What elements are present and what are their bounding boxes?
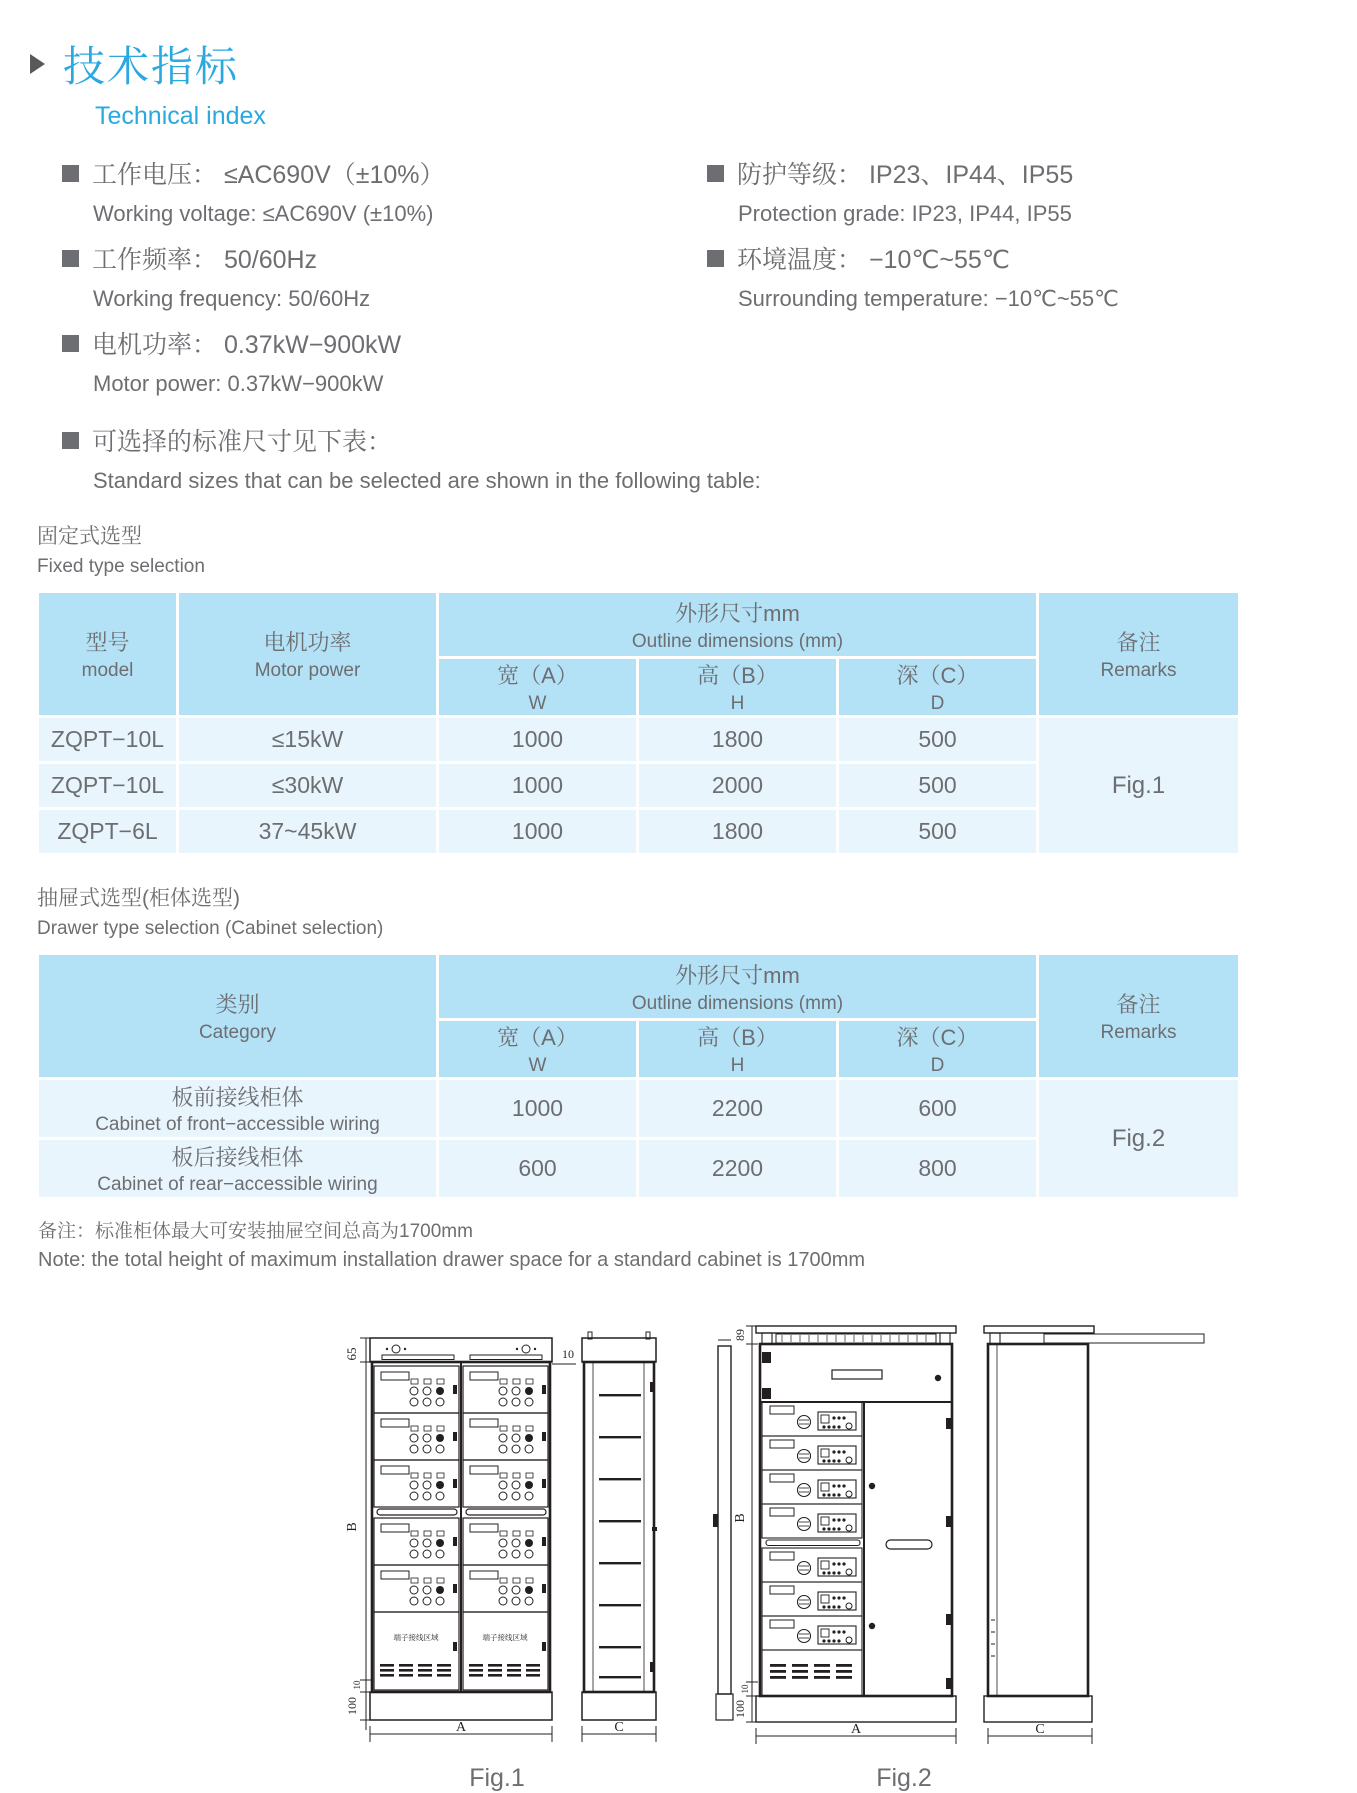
note-zh: 备注：标准柜体最大可安装抽屉空间总高为1700mm xyxy=(38,1221,473,1242)
figure-2 xyxy=(704,1290,1104,1793)
header-text-zh: 高（B） xyxy=(697,663,778,688)
header-text-zh: 高（B） xyxy=(697,1025,778,1050)
spec-zh-text: 电机功率： 0.37kW−900kW xyxy=(92,331,402,359)
fig1-dim-base: 100 xyxy=(345,1697,359,1715)
cell-model: ZQPT−10L xyxy=(38,717,178,763)
cell-width: 1000 xyxy=(438,763,638,809)
header-text-en: model xyxy=(81,660,134,681)
title-block xyxy=(0,0,1357,131)
fig1-front-view xyxy=(370,1338,552,1720)
header-text-en: Category xyxy=(198,1022,277,1043)
header-height xyxy=(638,1020,838,1079)
cell-height: 2200 xyxy=(638,1079,838,1139)
fig2-caption: Fig.2 xyxy=(876,1764,932,1792)
header-text-zh: 深（C） xyxy=(896,1025,979,1050)
spec-surrounding-temperature xyxy=(707,240,1357,312)
fig1-dim-width: A xyxy=(455,1720,467,1735)
header-text-zh: 宽（A） xyxy=(497,663,578,688)
cell-depth: 800 xyxy=(838,1139,1038,1199)
section-title-zh: 抽屉式选型(柜体选型) xyxy=(37,887,240,910)
fig1-terminal-compartment xyxy=(374,1612,459,1690)
spec-zh-text: 工作电压： ≤AC690V（±10%） xyxy=(92,161,445,189)
fig1-dim-height: B xyxy=(345,1522,360,1532)
page-title: 技术指标 xyxy=(63,43,240,90)
header-category xyxy=(38,954,438,1079)
bullet-square-icon xyxy=(707,250,724,267)
fig2-door-profile xyxy=(713,1340,733,1720)
header-text-zh: 类别 xyxy=(215,992,260,1017)
drawer-type-table xyxy=(36,952,1241,1200)
fig2-front-view xyxy=(756,1326,956,1722)
fig1-dim-top-right: 10 xyxy=(562,1347,574,1361)
fig2-dim-base: 100 xyxy=(733,1700,747,1718)
page-subtitle: Technical index xyxy=(95,102,266,130)
bullet-square-icon xyxy=(707,165,724,182)
bullet-square-icon xyxy=(62,335,79,352)
cell-category xyxy=(38,1139,438,1199)
category-zh: 板前接线柜体 xyxy=(171,1085,304,1110)
header-outline-dimensions xyxy=(438,592,1038,658)
header-depth xyxy=(838,1020,1038,1079)
fig2-right-door xyxy=(869,1418,952,1689)
fig1-terminal-compartment xyxy=(463,1612,548,1690)
header-motor-power xyxy=(178,592,438,717)
cell-category xyxy=(38,1079,438,1139)
header-text-en: H xyxy=(730,1055,745,1076)
header-text-en: D xyxy=(930,693,945,714)
header-text-zh: 电机功率 xyxy=(263,630,352,655)
spec-zh-text: 可选择的标准尺寸见下表： xyxy=(92,428,393,456)
fig2-vent-panel xyxy=(762,1650,862,1696)
spec-zh-text: 防护等级： IP23、IP44、IP55 xyxy=(737,161,1074,189)
fig1-side-view xyxy=(582,1332,657,1720)
cell-height: 2200 xyxy=(638,1139,838,1199)
header-height xyxy=(638,658,838,717)
table-row xyxy=(38,717,1240,763)
cell-width: 1000 xyxy=(438,809,638,855)
cell-depth: 500 xyxy=(838,717,1038,763)
fixed-section-label xyxy=(37,520,1357,578)
header-text-en: W xyxy=(528,1055,547,1076)
header-depth xyxy=(838,658,1038,717)
header-text-zh: 深（C） xyxy=(896,663,979,688)
fig1-bottom-dimensions xyxy=(370,1726,656,1742)
cell-width: 600 xyxy=(438,1139,638,1199)
spec-protection-grade xyxy=(707,155,1357,227)
figures-row xyxy=(330,1290,1357,1793)
header-text-zh: 外形尺寸mm xyxy=(675,600,800,626)
header-model xyxy=(38,592,178,717)
fig2-dim-depth: C xyxy=(1035,1722,1045,1737)
cell-remark: Fig.2 xyxy=(1038,1079,1240,1199)
spec-en-text: Working voltage: ≤AC690V (±10%) xyxy=(93,201,434,226)
spec-en-text: Working frequency: 50/60Hz xyxy=(93,286,371,311)
spec-en-text: Surrounding temperature: −10℃~55℃ xyxy=(738,286,1119,311)
cell-model: ZQPT−10L xyxy=(38,763,178,809)
spec-working-frequency xyxy=(62,240,707,312)
fig2-side-view xyxy=(984,1326,1204,1722)
header-width xyxy=(438,1020,638,1079)
spec-en-text: Motor power: 0.37kW−900kW xyxy=(93,371,384,396)
spec-motor-power xyxy=(62,325,707,397)
note-block xyxy=(38,1216,1357,1272)
cell-height: 1800 xyxy=(638,809,838,855)
bullet-square-icon xyxy=(62,250,79,267)
category-en: Cabinet of front−accessible wiring xyxy=(95,1114,380,1135)
header-text-en: Remarks xyxy=(1100,1022,1177,1043)
header-outline-dimensions xyxy=(438,954,1038,1020)
spec-column-left xyxy=(62,155,707,410)
cell-height: 2000 xyxy=(638,763,838,809)
figure-1 xyxy=(330,1322,664,1793)
fig2-dim-width: A xyxy=(850,1722,862,1737)
fig2-dim-top: 89 xyxy=(733,1329,747,1341)
note-en: Note: the total height of maximum installation drawer space for a standard cabinet is 1700mm xyxy=(38,1249,866,1271)
fig1-dim-depth: C xyxy=(614,1720,624,1735)
category-zh: 板后接线柜体 xyxy=(171,1145,304,1170)
terminal-area-label: 端子接线区域 xyxy=(482,1633,528,1642)
fig2-dim-plinth: 10 xyxy=(740,1684,750,1694)
spec-column-right xyxy=(707,155,1357,410)
fig1-drawing xyxy=(330,1322,664,1750)
cell-power: 37~45kW xyxy=(178,809,438,855)
header-text-zh: 备注 xyxy=(1116,630,1161,655)
fig1-dimension-lines xyxy=(360,1338,372,1730)
fig2-dimension-lines xyxy=(746,1326,758,1722)
category-en: Cabinet of rear−accessible wiring xyxy=(97,1174,378,1195)
cell-width: 1000 xyxy=(438,1079,638,1139)
bullet-square-icon xyxy=(62,165,79,182)
header-text-zh: 外形尺寸mm xyxy=(675,962,800,988)
spec-en-text: Standard sizes that can be selected are shown in the following table: xyxy=(93,468,761,493)
spec-zh-text: 环境温度： −10℃~55℃ xyxy=(737,246,1010,274)
cell-width: 1000 xyxy=(438,717,638,763)
arrow-right-icon xyxy=(30,54,45,74)
header-text-zh: 备注 xyxy=(1116,992,1161,1017)
fig1-dim-top: 65 xyxy=(344,1347,359,1361)
section-title-en: Fixed type selection xyxy=(37,556,205,577)
header-text-en: Motor power xyxy=(254,660,361,681)
section-title-en: Drawer type selection (Cabinet selection) xyxy=(37,918,384,939)
header-width xyxy=(438,658,638,717)
header-remarks xyxy=(1038,592,1240,717)
cell-depth: 500 xyxy=(838,763,1038,809)
cell-remark: Fig.1 xyxy=(1038,717,1240,855)
header-text-zh: 型号 xyxy=(85,630,130,655)
fig1-caption: Fig.1 xyxy=(469,1764,525,1792)
cell-height: 1800 xyxy=(638,717,838,763)
section-title-zh: 固定式选型 xyxy=(37,525,142,548)
table-row xyxy=(38,1079,1240,1139)
header-text-en: W xyxy=(528,693,547,714)
terminal-area-label: 端子接线区域 xyxy=(393,1633,439,1642)
header-text-en: Outline dimensions (mm) xyxy=(631,992,844,1014)
cell-power: ≤30kW xyxy=(178,763,438,809)
header-text-en: H xyxy=(730,693,745,714)
fixed-type-table xyxy=(36,590,1241,856)
header-text-en: D xyxy=(930,1055,945,1076)
cell-power: ≤15kW xyxy=(178,717,438,763)
spec-working-voltage xyxy=(62,155,707,227)
spec-zh-text: 工作频率： 50/60Hz xyxy=(92,246,318,274)
drawer-section-label xyxy=(37,882,1357,940)
spec-en-text: Protection grade: IP23, IP44, IP55 xyxy=(738,201,1072,226)
bullet-square-icon xyxy=(62,432,79,449)
fig2-drawing xyxy=(704,1290,1104,1750)
header-text-en: Remarks xyxy=(1100,660,1177,681)
fig2-dim-height: B xyxy=(733,1513,748,1523)
spec-table-intro xyxy=(0,422,1357,494)
cell-depth: 600 xyxy=(838,1079,1038,1139)
header-text-zh: 宽（A） xyxy=(497,1025,578,1050)
fig1-dim-plinth: 10 xyxy=(352,1680,362,1690)
header-text-en: Outline dimensions (mm) xyxy=(631,630,844,652)
header-remarks xyxy=(1038,954,1240,1079)
spec-list xyxy=(0,155,1357,410)
cell-model: ZQPT−6L xyxy=(38,809,178,855)
cell-depth: 500 xyxy=(838,809,1038,855)
